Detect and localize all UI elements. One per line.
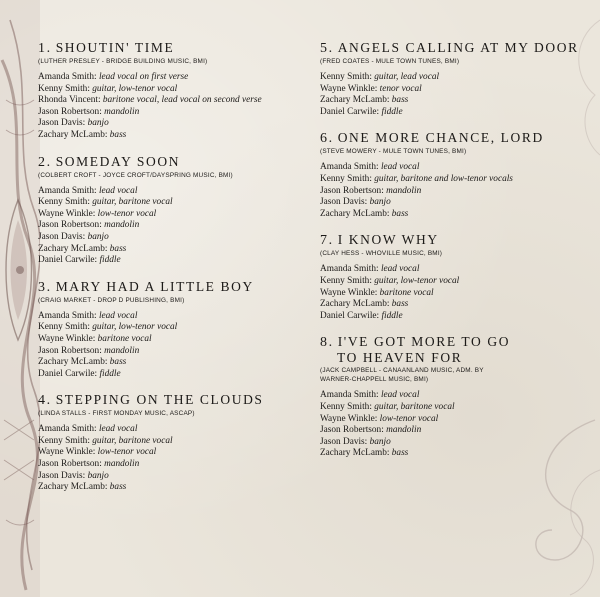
performer-name: Kenny Smith: — [38, 435, 90, 446]
performer-role: guitar, low-tenor vocal — [92, 83, 178, 94]
song-title-text: ANGELS CALLING AT MY DOOR — [337, 40, 579, 55]
performer-name: Amanda Smith: — [320, 390, 379, 401]
performer-role: fiddle — [99, 255, 121, 266]
performer-role: tenor vocal — [379, 83, 422, 94]
song-3 — [38, 279, 308, 381]
performer-role: guitar, baritone vocal — [92, 435, 173, 446]
performer-line — [38, 346, 308, 358]
performer-name: Wayne Winkle: — [320, 83, 378, 94]
song-title — [320, 130, 592, 146]
performer-line — [320, 448, 592, 460]
performer-line — [320, 264, 592, 276]
performer-line — [38, 95, 308, 107]
performer-name: Jason Robertson: — [38, 345, 102, 356]
performer-line — [38, 459, 308, 471]
performer-name: Jason Robertson: — [38, 220, 102, 231]
song-title-line-2: TO HEAVEN FOR — [337, 350, 463, 366]
song-title — [320, 232, 592, 248]
performer-name: Zachary McLamb: — [320, 208, 390, 219]
song-number: 7. — [320, 233, 334, 249]
performer-name: Kenny Smith: — [320, 72, 372, 82]
performer-role: mandolin — [386, 425, 422, 436]
song-title — [38, 40, 308, 56]
performer-name: Zachary McLamb: — [38, 243, 108, 254]
song-title — [38, 154, 308, 170]
performer-name: Daniel Carwile: — [38, 255, 98, 266]
song-title-text: ONE MORE CHANCE, LORD — [337, 130, 544, 146]
performer-name: Wayne Winkle: — [320, 413, 378, 424]
performer-role: bass — [109, 482, 127, 493]
performer-role: lead vocal — [380, 264, 420, 275]
performer-role: lead vocal — [380, 390, 420, 401]
performer-name: Daniel Carwile: — [320, 310, 380, 321]
performer-role: banjo — [87, 118, 109, 129]
performer-line — [320, 425, 592, 437]
performer-name: Wayne Winkle: — [320, 287, 378, 298]
performer-name: Amanda Smith: — [38, 424, 97, 435]
performer-name: Jason Robertson: — [320, 185, 384, 196]
performer-line — [38, 369, 308, 381]
performer-line — [320, 414, 592, 426]
performer-role: mandolin — [104, 345, 140, 356]
song-number: 4. — [38, 393, 52, 409]
performer-line — [320, 402, 592, 414]
performer-line — [320, 72, 592, 84]
performer-line — [38, 118, 308, 130]
performer-line — [38, 447, 308, 459]
songwriter-credit-line: (JACK CAMPBELL - CANAANLAND MUSIC, ADM. BY — [320, 367, 484, 375]
song-number: 2. — [38, 154, 52, 170]
song-number: 1. — [38, 41, 52, 56]
performer-name: Amanda Smith: — [38, 310, 97, 321]
performer-name: Kenny Smith: — [38, 197, 90, 208]
performer-role: low-tenor vocal — [379, 413, 439, 424]
performer-role: guitar, lead vocal — [374, 72, 440, 82]
song-title-text: SOMEDAY SOON — [55, 153, 181, 169]
performer-name: Zachary McLamb: — [38, 357, 108, 368]
performer-name: Daniel Carwile: — [38, 368, 98, 379]
performer-line — [38, 471, 308, 483]
performer-name: Jason Davis: — [38, 118, 86, 129]
performer-name: Jason Davis: — [38, 470, 86, 481]
performer-line — [320, 437, 592, 449]
performer-line — [320, 390, 592, 402]
performer-line — [320, 311, 592, 323]
performer-name: Jason Robertson: — [38, 106, 102, 117]
song-2 — [38, 154, 308, 267]
performer-line — [38, 107, 308, 119]
performer-line — [320, 84, 592, 96]
left-column — [38, 40, 308, 494]
performer-name: Kenny Smith: — [320, 275, 372, 286]
performer-role: guitar, baritone vocal — [92, 197, 173, 208]
song-5 — [320, 40, 592, 118]
performer-name: Zachary McLamb: — [38, 129, 108, 140]
performer-line — [38, 334, 308, 346]
songwriter-credit: (COLBERT CROFT - JOYCE CROFT/DAYSPRING MUSIC, BMI) — [38, 171, 233, 179]
performer-name: Jason Robertson: — [38, 459, 102, 470]
performer-name: Wayne Winkle: — [38, 333, 96, 344]
performer-line — [38, 244, 308, 256]
performer-name: Zachary McLamb: — [320, 299, 390, 310]
performer-line — [38, 130, 308, 142]
performer-role: lead vocal — [98, 424, 138, 435]
song-number: 8. — [320, 335, 334, 351]
performer-line — [38, 322, 308, 334]
performer-role: lead vocal on first verse — [98, 72, 189, 82]
performer-role: bass — [109, 243, 127, 254]
performer-role: baritone vocal — [379, 287, 434, 298]
performer-role: guitar, low-tenor vocal — [92, 322, 178, 333]
performer-name: Daniel Carwile: — [320, 106, 380, 117]
performer-role: bass — [391, 95, 409, 106]
performer-line — [320, 299, 592, 311]
performer-role: banjo — [87, 231, 109, 242]
song-number: 6. — [320, 131, 334, 147]
performer-role: lead vocal — [98, 185, 138, 196]
performer-role: bass — [109, 357, 127, 368]
song-title — [38, 279, 308, 295]
song-title-text: STEPPING ON THE CLOUDS — [55, 392, 264, 408]
performer-role: guitar, low-tenor vocal — [374, 275, 460, 286]
performer-line — [320, 95, 592, 107]
song-title — [38, 392, 308, 408]
performer-role: mandolin — [104, 106, 140, 117]
songwriter-credit-line-2: WARNER-CHAPPELL MUSIC, BMI) — [320, 376, 429, 384]
song-6 — [320, 130, 592, 220]
performer-line — [38, 72, 308, 84]
performer-name: Jason Davis: — [38, 231, 86, 242]
decorative-border-ornament — [0, 0, 40, 597]
performer-line — [38, 436, 308, 448]
song-number: 3. — [38, 279, 52, 295]
performer-line — [38, 357, 308, 369]
songwriter-credit: (LINDA STALLS - FIRST MONDAY MUSIC, ASCAP) — [38, 410, 195, 418]
performer-line — [38, 232, 308, 244]
performer-name: Kenny Smith: — [38, 322, 90, 333]
song-title-text: MARY HAD A LITTLE BOY — [55, 278, 254, 294]
performer-role: mandolin — [386, 185, 422, 196]
performer-role: low-tenor vocal — [97, 208, 157, 219]
performer-name: Amanda Smith: — [320, 162, 379, 173]
song-title-text: SHOUTIN' TIME — [55, 40, 175, 55]
performer-name: Zachary McLamb: — [320, 95, 390, 106]
songwriter-credit: (LUTHER PRESLEY - BRIDGE BUILDING MUSIC, BMI) — [38, 58, 208, 65]
performer-role: banjo — [369, 436, 391, 447]
performer-role: fiddle — [99, 368, 121, 379]
performer-line — [38, 197, 308, 209]
right-column — [320, 40, 592, 460]
performer-name: Jason Davis: — [320, 436, 368, 447]
song-title-text: I KNOW WHY — [337, 232, 439, 248]
performer-role: baritone vocal, lead vocal on second verse — [102, 95, 262, 106]
performer-role: guitar, baritone vocal — [374, 401, 455, 412]
performer-line — [38, 482, 308, 494]
performer-role: low-tenor vocal — [97, 447, 157, 458]
performer-role: fiddle — [381, 310, 403, 321]
performer-name: Kenny Smith: — [320, 401, 372, 412]
performer-role: bass — [391, 208, 409, 219]
performer-line — [320, 174, 592, 186]
songwriter-credit: (CLAY HESS - WHOVILLE MUSIC, BMI) — [320, 250, 443, 258]
performer-line — [38, 311, 308, 323]
song-1 — [38, 40, 308, 142]
performer-role: mandolin — [104, 220, 140, 231]
performer-line — [38, 186, 308, 198]
song-number: 5. — [320, 41, 334, 56]
performer-line — [38, 220, 308, 232]
performer-line — [320, 186, 592, 198]
performer-name: Rhonda Vincent: — [38, 95, 101, 106]
songwriter-credit: (FRED COATES - MULE TOWN TUNES, BMI) — [320, 58, 460, 65]
performer-line — [320, 276, 592, 288]
performer-role: banjo — [87, 470, 109, 481]
songwriter-credit — [320, 366, 592, 384]
performer-role: mandolin — [104, 459, 140, 470]
performer-line — [38, 84, 308, 96]
song-title — [320, 40, 592, 56]
song-title — [320, 334, 592, 350]
performer-line — [320, 162, 592, 174]
performer-line — [320, 209, 592, 221]
performer-line — [38, 209, 308, 221]
performer-role: baritone vocal — [97, 333, 152, 344]
performer-role: bass — [109, 129, 127, 140]
performer-line — [320, 288, 592, 300]
performer-name: Zachary McLamb: — [320, 448, 390, 459]
performer-name: Amanda Smith: — [38, 72, 97, 82]
performer-role: lead vocal — [98, 310, 138, 321]
performer-name: Amanda Smith: — [38, 185, 97, 196]
song-title-text: I'VE GOT MORE TO GO — [337, 334, 511, 350]
song-7 — [320, 232, 592, 322]
performer-role: banjo — [369, 197, 391, 208]
songwriter-credit: (STEVE MOWERY - MULE TOWN TUNES, BMI) — [320, 148, 467, 156]
performer-name: Jason Robertson: — [320, 425, 384, 436]
performer-name: Amanda Smith: — [320, 264, 379, 275]
performer-role: fiddle — [381, 106, 403, 117]
song-4 — [38, 392, 308, 494]
performer-name: Kenny Smith: — [320, 173, 372, 184]
performer-role: lead vocal — [380, 162, 420, 173]
performer-name: Jason Davis: — [320, 197, 368, 208]
performer-name: Kenny Smith: — [38, 83, 90, 94]
performer-role: guitar, baritone and low-tenor vocals — [374, 173, 513, 184]
performer-role: bass — [391, 299, 409, 310]
performer-role: bass — [391, 448, 409, 459]
song-8 — [320, 334, 592, 460]
performer-line — [320, 197, 592, 209]
songwriter-credit: (CRAIG MARKET - DROP D PUBLISHING, BMI) — [38, 296, 185, 304]
performer-line — [38, 255, 308, 267]
performer-name: Zachary McLamb: — [38, 482, 108, 493]
performer-name: Wayne Winkle: — [38, 447, 96, 458]
performer-line — [320, 107, 592, 119]
performer-line — [38, 424, 308, 436]
performer-name: Wayne Winkle: — [38, 208, 96, 219]
